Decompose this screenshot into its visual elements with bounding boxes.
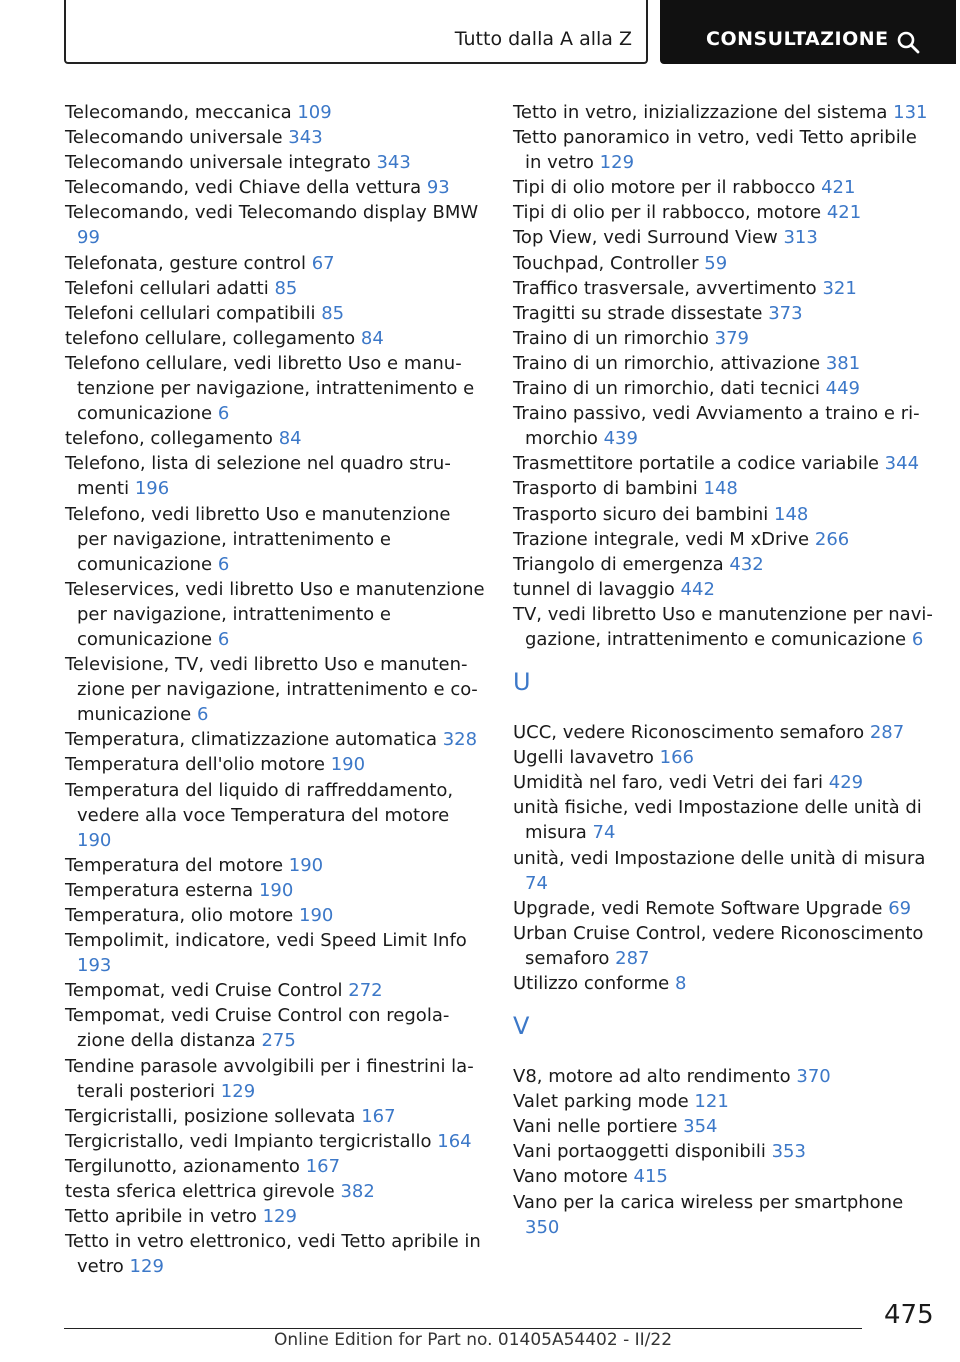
index-entry-text: Traino di un rimorchio, dati tecnici [513,378,820,400]
index-page-link[interactable]: 321 [822,277,857,299]
index-page-link[interactable]: 6 [911,628,924,650]
index-entry-text: Valet parking mode [513,1091,689,1113]
index-page-link[interactable]: 167 [305,1155,341,1177]
index-entry [65,301,485,326]
index-entry [513,301,933,326]
index-entry [65,426,485,451]
index-entry [65,853,485,878]
index-entry [513,1064,933,1089]
header-section-title: Tutto dalla A alla Z [454,28,632,50]
index-page-link[interactable]: 84 [360,327,384,349]
index-entry [513,1114,933,1139]
index-entry [65,978,485,1003]
index-entry-text: Temperatura, climatizzazione automatica [65,729,437,751]
index-entry-text: telefono cellulare, collegamento [65,327,356,349]
header-section-tab [64,0,648,64]
index-entry-text: TV, vedi libretto Uso e manutenzione per navigazione, intrattenimento e comunicazione [513,603,933,650]
index-page-link[interactable]: 439 [603,428,638,450]
index-entry [65,778,485,853]
index-entry [513,846,933,896]
index-page-link[interactable]: 164 [437,1130,472,1152]
index-entry [65,276,485,301]
index-entry-text: Trasmettitore portatile a codice variabile [513,453,879,475]
index-page-link[interactable]: 313 [783,227,818,249]
index-entry [65,1179,485,1204]
index-entry-text: Trasporto sicuro dei bambini [513,503,769,525]
index-page-link[interactable]: 121 [694,1091,729,1113]
index-entry-text: Televisione, TV, vedi libretto Uso e manutenzione per navigazione, intrattenimento e comunicazione [65,654,478,726]
index-entry [513,745,933,770]
index-entry-text: telefono, collegamento [65,428,273,450]
index-entry-text: Teleservices, vedi libretto Uso e manutenzione per navigazione, intrattenimento e comunicazione [65,578,485,650]
index-entry [65,351,485,426]
index-entry [513,720,933,745]
index-page-link[interactable]: 69 [888,897,912,919]
index-entry [513,896,933,921]
index-entry [65,878,485,903]
index-page-link[interactable]: 193 [77,955,112,977]
index-entry [65,1003,485,1053]
index-page-link[interactable]: 6 [196,704,209,726]
index-entry-text: Upgrade, vedi Remote Software Upgrade [513,897,883,919]
index-page-link[interactable]: 8 [674,973,687,994]
index-entry [65,175,485,200]
index-page-link[interactable]: 131 [893,102,928,123]
index-page-link[interactable]: 354 [683,1116,718,1138]
index-page-link[interactable]: 442 [680,578,715,600]
index-entry-text: Telefoni cellulari compatibili [65,302,316,324]
index-page-link[interactable]: 93 [426,177,450,199]
index-entry [513,602,933,652]
index-entry [65,1154,485,1179]
index-entry-text: Temperatura dell'olio motore [65,754,325,776]
index-entry-text: Urban Cruise Control, vedere Riconoscimento semaforo [513,922,924,969]
index-page-link[interactable]: 266 [814,528,850,550]
index-page-link[interactable]: 74 [525,872,548,894]
index-page-link[interactable]: 449 [825,378,860,400]
index-entry [513,125,933,175]
index-page-link[interactable]: 129 [262,1206,297,1228]
index-entry [65,1204,485,1229]
index-entry [513,795,933,845]
index-entry-text: Traino di un rimorchio, attivazione [513,352,821,374]
header-category-label: CONSULTAZIONE [706,28,889,50]
index-entry-text: Vani portaoggetti disponibili [513,1141,766,1163]
index-entry-text: Temperatura, olio motore [65,905,294,926]
index-entry-text: Tempolimit, indicatore, vedi Speed Limit Info [65,930,467,952]
edition-note: Online Edition for Part no. 01405A54402 - II/22 [274,1330,673,1350]
index-entry [513,527,933,552]
index-page-link[interactable]: 6 [217,553,230,575]
index-entry [65,100,485,125]
index-entry-text: Vano motore [513,1166,628,1188]
index-entry [65,752,485,777]
index-entry-text: Telecomando universale integrato [65,152,371,174]
index-column-right [513,100,933,1240]
header-category-tab[interactable] [660,0,956,64]
index-entry [65,727,485,752]
index-page-link[interactable]: 328 [442,729,478,751]
index-entry [65,1054,485,1104]
index-page-link[interactable]: 190 [288,854,324,876]
index-entry [65,903,485,928]
index-entry [513,1089,933,1114]
index-entry-text: Telecomando universale [65,127,283,149]
index-entry-text: unità, vedi Impostazione delle unità di misura [513,847,926,869]
index-page-link[interactable]: 382 [340,1181,375,1203]
index-page-link[interactable]: 129 [129,1256,164,1278]
index-entry-text: Tergicristalli, posizione sollevata [65,1105,356,1127]
index-entry-text: Ugelli lavavetro [513,747,654,769]
index-entry-text: Trazione integrale, vedi M xDrive [513,528,810,550]
index-entry-text: Telefono, vedi libretto Uso e manutenzione per navigazione, intrattenimento e comunicazione [65,503,451,575]
index-entry-text: Tergilunotto, azionamento [65,1155,300,1177]
index-entry-text: Tetto apribile in vetro [65,1206,257,1228]
index-list-u [513,720,933,996]
index-entry [513,376,933,401]
magnifier-icon [896,30,920,54]
index-entry [65,577,485,652]
index-page-link[interactable]: 129 [599,152,635,174]
index-entry-text: Telecomando, meccanica [65,102,292,123]
index-page-link[interactable]: 166 [659,747,695,769]
index-page-link[interactable]: 67 [311,252,335,274]
index-entry-text: V8, motore ad alto rendimento [513,1066,791,1088]
index-page-link[interactable]: 275 [261,1030,296,1052]
index-page-link[interactable]: 353 [771,1141,806,1163]
index-list-t-left [65,100,485,1279]
index-page-link[interactable]: 109 [297,102,332,123]
index-entry [65,451,485,501]
index-page-link[interactable]: 379 [714,327,749,349]
index-page-link[interactable]: 190 [77,829,112,851]
index-entry [513,451,933,476]
index-entry-text: Telefoni cellulari adatti [65,277,269,299]
index-page-link[interactable]: 148 [703,478,738,500]
index-page-link[interactable]: 343 [288,127,323,149]
index-entry-text: Traino di un rimorchio [513,327,709,349]
index-entry [65,326,485,351]
index-entry-text: Telecomando, vedi Telecomando display BMW [65,202,479,224]
index-page-link[interactable]: 196 [134,478,170,500]
index-entry [65,125,485,150]
index-column-left [65,100,485,1279]
index-entry [65,1229,485,1279]
index-entry-text: Tetto panoramico in vetro, vedi Tetto apribile in vetro [513,127,917,174]
index-letter-v: V [513,1012,530,1041]
index-entry-text: Triangolo di emergenza [513,553,724,575]
index-entry [513,577,933,602]
index-entry [513,175,933,200]
index-entry [513,552,933,577]
index-entry-text: Trasporto di bambini [513,478,698,500]
index-entry [513,770,933,795]
index-entry-text: Tipi di olio motore per il rabbocco [513,177,816,199]
index-entry [513,100,933,125]
index-page-link[interactable]: 190 [330,754,366,776]
index-entry-text: Temperatura esterna [65,879,254,901]
index-entry [65,928,485,978]
index-entry-text: Tetto in vetro elettronico, vedi Tetto apribile in vetro [65,1231,481,1278]
index-entry [513,326,933,351]
index-entry-text: Umidità nel faro, vedi Vetri dei fari [513,772,824,794]
index-entry-text: Telefonata, gesture control [65,252,306,274]
index-entry [513,502,933,527]
index-entry [65,1129,485,1154]
footer-divider [64,1328,862,1329]
index-page-link[interactable]: 415 [633,1166,668,1188]
index-entry [65,652,485,727]
index-page-link[interactable]: 429 [828,772,864,794]
index-entry-text: Tempomat, vedi Cruise Control [65,980,343,1002]
index-page-link[interactable]: 350 [525,1216,560,1238]
index-entry-text: Telecomando, vedi Chiave della vettura [65,177,422,199]
index-list-v [513,1064,933,1240]
index-page-link[interactable]: 343 [376,152,411,174]
index-entry-text: unità fisiche, vedi Impostazione delle unità di misura [513,797,922,844]
index-entry-text: Tendine parasole avvolgibili per i finestrini laterali posteriori [65,1055,474,1102]
index-page-link[interactable]: 99 [77,227,100,249]
index-page-link[interactable]: 85 [321,302,345,324]
index-entry-text: Top View, vedi Surround View [513,227,778,249]
index-page-link[interactable]: 167 [361,1105,396,1127]
index-entry [513,1139,933,1164]
index-entry-text: Telefono cellulare, vedi libretto Uso e manutenzione per navigazione, intrattenimento e comunicazione [65,352,475,425]
index-page-link[interactable]: 6 [217,628,230,650]
index-page-link[interactable]: 74 [592,822,616,844]
index-entry [513,476,933,501]
index-entry-text: Tempomat, vedi Cruise Control con regolazione della distanza [65,1005,450,1052]
index-page-link[interactable]: 190 [299,905,334,926]
index-entry-text: Utilizzo conforme [513,973,670,994]
index-entry-text: Vani nelle portiere [513,1116,678,1138]
index-entry-text: Tergicristallo, vedi Impianto tergicristallo [65,1130,432,1152]
index-entry-text: Traffico trasversale, avvertimento [513,277,817,299]
index-page-link[interactable]: 421 [821,177,856,199]
index-page-link[interactable]: 287 [869,722,905,744]
index-letter-u: U [513,668,531,697]
page-number: 475 [884,1300,934,1330]
index-page-link[interactable]: 59 [704,252,728,274]
index-entry-text: UCC, vedere Riconoscimento semaforo [513,722,865,744]
index-entry [513,1164,933,1189]
index-entry [65,1104,485,1129]
index-page-link[interactable]: 190 [258,879,294,901]
index-entry [65,251,485,276]
index-entry-text: Tragitti su strade dissestate [513,302,763,324]
index-page-link[interactable]: 381 [825,352,861,374]
index-entry [65,200,485,250]
index-entry-text: testa sferica elettrica girevole [65,1181,335,1203]
index-page-link[interactable]: 129 [220,1080,256,1102]
index-page-link[interactable]: 373 [768,302,803,324]
index-entry-text: Temperatura del liquido di raffreddamento, vedere alla voce Temperatura del motore [65,779,454,826]
index-page-link[interactable]: 287 [615,947,650,969]
index-entry-text: Temperatura del motore [65,854,284,876]
index-entry [513,401,933,451]
index-entry-text: tunnel di lavaggio [513,578,675,600]
index-entry-text: Traino passivo, vedi Avviamento a traino e rimorchio [513,403,920,450]
index-page-link[interactable]: 421 [826,202,862,224]
index-page-link[interactable]: 370 [796,1066,831,1088]
index-page-link[interactable]: 432 [729,553,764,575]
index-page-link[interactable]: 6 [217,403,230,425]
index-entry [513,351,933,376]
index-entry [513,200,933,225]
index-entry [513,1190,933,1240]
index-page-link[interactable]: 85 [274,277,298,299]
index-page-link[interactable]: 272 [348,980,383,1002]
index-page-link[interactable]: 84 [278,428,302,450]
index-list-t-right [513,100,933,652]
index-entry [513,251,933,276]
index-entry [65,502,485,577]
index-page-link[interactable]: 148 [774,503,809,525]
index-entry-text: Telefono, lista di selezione nel quadro strumenti [65,453,451,500]
index-entry [513,971,933,996]
index-entry [513,225,933,250]
index-entry-text: Touchpad, Controller [513,252,699,274]
index-entry-text: Vano per la carica wireless per smartphone [513,1191,904,1213]
index-entry-text: Tetto in vetro, inizializzazione del sistema [513,102,888,123]
index-entry [513,921,933,971]
index-page-link[interactable]: 344 [884,453,920,475]
index-entry [513,276,933,301]
index-entry [65,150,485,175]
index-entry-text: Tipi di olio per il rabbocco, motore [513,202,822,224]
